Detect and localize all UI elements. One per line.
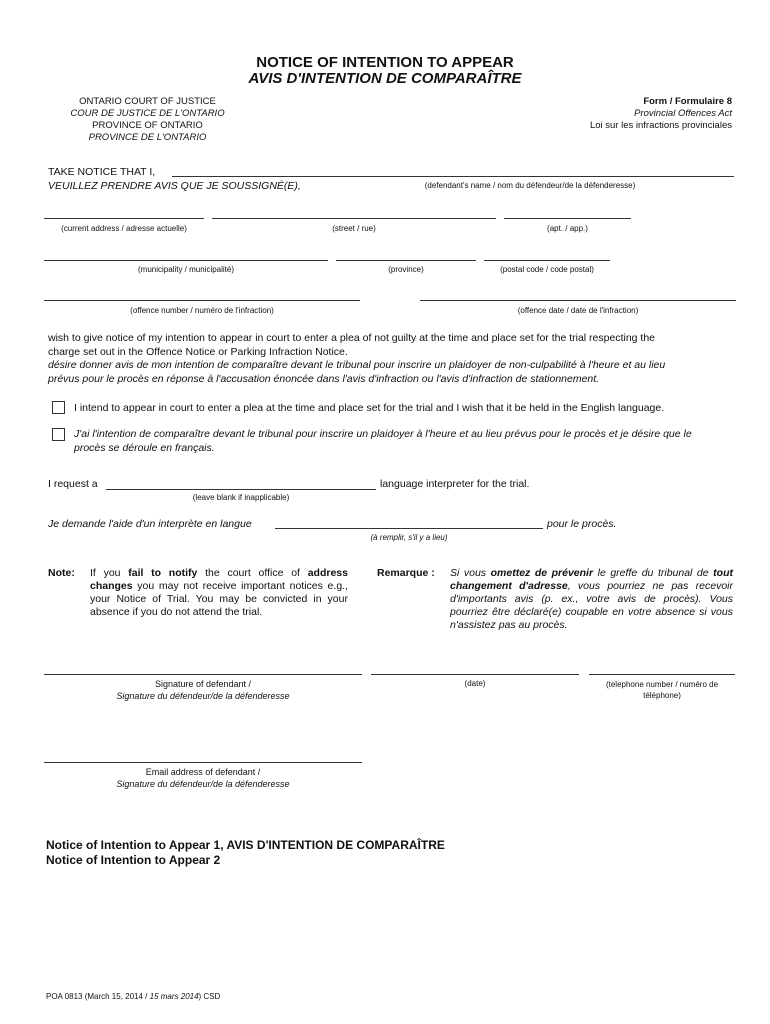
note-en-part3: the court office of bbox=[197, 567, 308, 579]
note-en-label: Note: bbox=[48, 567, 75, 579]
court-header bbox=[40, 96, 255, 144]
interpreter-fr-prefix: Je demande l'aide d'un interprète en langue bbox=[48, 518, 252, 530]
note-fr-part3: le greffe du tribunal de bbox=[593, 567, 714, 579]
form-number: Form / Formulaire 8 bbox=[643, 96, 732, 107]
bottom-label-1: Notice of Intention to Appear 1, AVIS D'INTENTION DE COMPARAÎTRE bbox=[46, 838, 445, 852]
note-fr-part2: omettez de prévenir bbox=[490, 567, 594, 579]
telephone-field[interactable] bbox=[589, 674, 735, 675]
apt-caption: (apt. / app.) bbox=[547, 224, 588, 233]
interpreter-fr-suffix: pour le procès. bbox=[547, 518, 617, 530]
note-fr-label: Remarque : bbox=[377, 567, 435, 579]
email-field[interactable] bbox=[44, 762, 362, 763]
interpreter-en-prefix: I request a bbox=[48, 478, 98, 490]
note-en-part4: address bbox=[307, 567, 348, 579]
note-en-part5: changes bbox=[90, 580, 133, 592]
form-header bbox=[590, 96, 732, 132]
telephone-caption-line1: (telephone number / numéro de bbox=[605, 680, 719, 689]
province-en: PROVINCE OF ONTARIO bbox=[92, 120, 203, 131]
signature-field[interactable] bbox=[44, 674, 362, 675]
offence-date-caption: (offence date / date de l'infraction) bbox=[517, 306, 639, 315]
form-title-fr: AVIS D'INTENTION DE COMPARAÎTRE bbox=[248, 70, 522, 87]
intent-fr-line2: prévus pour le procès en réponse à l'accusation énoncée dans l'avis d'infraction ou l'avis d'infraction de stationnement. bbox=[48, 372, 600, 385]
offence-date-field[interactable] bbox=[420, 300, 736, 301]
province-field[interactable] bbox=[336, 260, 476, 261]
french-trial-line1: J'ai l'intention de comparaître devant le tribunal pour inscrire un plaidoyer à l'heure et au lieu prévus pour le procès et je désire que le bbox=[74, 428, 692, 440]
act-name-1: Provincial Offences Act bbox=[634, 108, 732, 119]
take-notice-en: TAKE NOTICE THAT I, bbox=[48, 166, 156, 178]
signature-caption bbox=[44, 678, 362, 702]
interpreter-en-suffix: language interpreter for the trial. bbox=[380, 478, 530, 490]
note-en-text bbox=[90, 567, 348, 619]
signature-caption-fr: Signature du défendeur/de la défenderesse bbox=[116, 691, 290, 701]
form-title-en: NOTICE OF INTENTION TO APPEAR bbox=[256, 54, 514, 71]
note-fr-part5: , vous pourriez ne pas recevoir d'importants avis (p. ex., votre avis de procès). Vous pourriez être déclaré(e) coupable en votre absence si vous n'assistez pas au procès. bbox=[450, 580, 733, 631]
province-fr: PROVINCE DE L'ONTARIO bbox=[88, 132, 207, 143]
municipality-field[interactable] bbox=[44, 260, 328, 261]
defendant-name-caption: (defendant's name / nom du défendeur/de la défenderesse) bbox=[424, 181, 636, 190]
email-caption-fr: Signature du défendeur/de la défenderesse bbox=[116, 779, 290, 789]
intent-paragraph bbox=[48, 332, 738, 386]
current-address-field[interactable] bbox=[44, 218, 204, 219]
apt-field[interactable] bbox=[504, 218, 631, 219]
postal-code-caption: (postal code / code postal) bbox=[500, 265, 594, 274]
footer-code-fr-date: 15 mars 2014 bbox=[149, 992, 199, 1001]
email-caption-en: Email address of defendant / bbox=[145, 767, 261, 777]
french-trial-line2: procès se déroule en français. bbox=[74, 441, 215, 454]
court-name-en: ONTARIO COURT OF JUSTICE bbox=[79, 96, 216, 107]
province-caption: (province) bbox=[388, 265, 424, 274]
intent-en-line1: wish to give notice of my intention to appear in court to enter a plea of not guilty at the time and place set for the trial respecting the bbox=[48, 332, 656, 344]
postal-code-field[interactable] bbox=[484, 260, 610, 261]
interpreter-language-field-en[interactable] bbox=[106, 489, 376, 490]
date-caption: (date) bbox=[464, 679, 486, 688]
interpreter-fr-caption: (à remplir, s'il y a lieu) bbox=[370, 533, 448, 542]
note-fr-part1: Si vous bbox=[450, 567, 491, 579]
street-caption: (street / rue) bbox=[332, 224, 376, 233]
date-field[interactable] bbox=[371, 674, 579, 675]
telephone-caption-line2: téléphone) bbox=[643, 691, 681, 700]
footer-code-suffix: ) CSD bbox=[198, 992, 221, 1001]
note-fr-part4: tout changement d'adresse bbox=[450, 567, 733, 592]
email-caption bbox=[44, 766, 362, 790]
defendant-name-field[interactable] bbox=[172, 176, 734, 177]
bottom-label-2: Notice of Intention to Appear 2 bbox=[46, 853, 221, 867]
note-en-part6: you may not receive important notices e.g., your Notice of Trial. You may be convicted in your absence if you do not attend the trial. bbox=[90, 580, 348, 618]
footer-code-en: POA 0813 (March 15, 2014 / bbox=[46, 992, 150, 1001]
take-notice-fr: VEUILLEZ PRENDRE AVIS QUE JE SOUSSIGNÉ(E), bbox=[48, 180, 301, 192]
intent-en-line2: charge set out in the Offence Notice or Parking Infraction Notice. bbox=[48, 345, 348, 358]
court-name-fr: COUR DE JUSTICE DE L'ONTARIO bbox=[70, 108, 225, 119]
french-trial-label bbox=[74, 428, 738, 455]
french-trial-checkbox[interactable] bbox=[52, 428, 65, 441]
note-en-part1: If you bbox=[90, 567, 129, 579]
current-address-caption: (current address / adresse actuelle) bbox=[61, 224, 187, 233]
intent-fr-line1: désire donner avis de mon intention de comparaître devant le tribunal pour inscrire un plaidoyer de non-culpabilité à l'heure et au lieu bbox=[48, 359, 666, 371]
form-footer-code bbox=[46, 992, 220, 1001]
offence-number-field[interactable] bbox=[44, 300, 360, 301]
act-name-2: Loi sur les infractions provinciales bbox=[589, 120, 732, 131]
street-field[interactable] bbox=[212, 218, 496, 219]
offence-number-caption: (offence number / numéro de l'infraction) bbox=[130, 306, 274, 315]
municipality-caption: (municipality / municipalité) bbox=[137, 265, 235, 274]
note-en-part2: fail to notify bbox=[128, 567, 198, 579]
signature-caption-en: Signature of defendant / bbox=[154, 679, 252, 689]
telephone-caption bbox=[589, 679, 735, 701]
english-trial-label: I intend to appear in court to enter a plea at the time and place set for the trial and I wish that it be held in the English language. bbox=[74, 402, 665, 414]
interpreter-en-caption: (leave blank if inapplicable) bbox=[192, 493, 290, 502]
english-trial-checkbox[interactable] bbox=[52, 401, 65, 414]
note-fr-text bbox=[450, 567, 733, 632]
interpreter-language-field-fr[interactable] bbox=[275, 528, 543, 529]
